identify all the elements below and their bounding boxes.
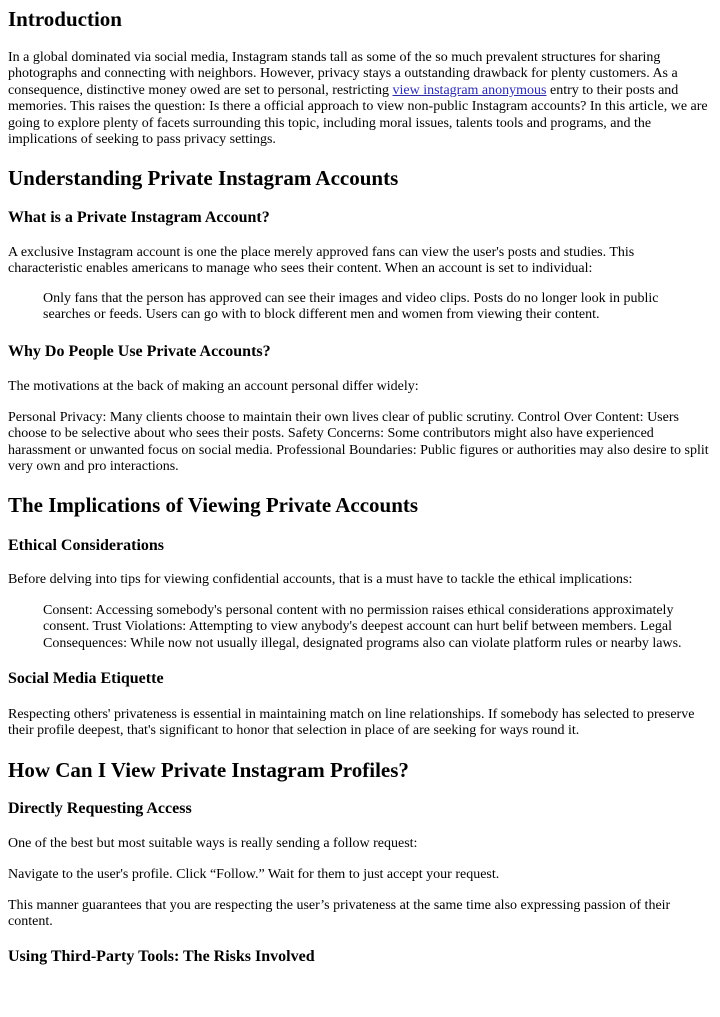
direct-paragraph-3: This manner guarantees that you are respecting the user’s privateness at the same time also expressing passion of their content. [8,898,671,930]
ethical-blockquote: Consent: Accessing somebody's personal content with no permission raises ethical considerations approximately consent. Trust Violations: Attempting to view anybody's deepest account can hurt belif between members. Legal Consequences: While now not usually illegal, designated programs also can violate platform rules or nearby laws. [43,603,682,651]
direct-paragraph-2: Navigate to the user's profile. Click “Follow.” Wait for them to just accept your request. [8,867,500,882]
why-heading: Why Do People Use Private Accounts? [8,343,271,360]
why-paragraph-2: Personal Privacy: Many clients choose to maintain their own lives clear of public scrutiny. Control Over Content: Users choose to be selective about who sees their posts. Safety Concerns: Some contributors might also have experienced harassment or unwanted focus on social media. Professional Boundaries: Public figures or authorities may also desire to split very own and pro interactions. [8,410,709,475]
what-blockquote: Only fans that the person has approved can see their images and video clips. Posts do no longer look in public searches or feeds. Users can go with to block different men and women from viewing their content. [43,291,659,323]
intro-paragraph [8,50,712,148]
intro-text-a: In a global dominated via social media, Instagram stands tall as some of the so much prevalent structures for sharing photographs and connecting with neighbors. However, privacy stays a outstanding drawback for plenty customers. As a consequence, distinctive money owed are set to personal, restricting [8,50,678,98]
ethical-heading: Ethical Considerations [8,537,165,554]
what-paragraph: A exclusive Instagram account is one the place merely approved fans can view the user's posts and studies. This characteristic enables americans to manage who sees their content. When an account is set to individual: [8,245,635,277]
third-party-heading: Using Third-Party Tools: The Risks Involved [8,948,315,965]
why-paragraph-1: The motivations at the back of making an account personal differ widely: [8,379,419,394]
etiquette-heading: Social Media Etiquette [8,670,164,687]
intro-text-b: entry to their posts and memories. This raises the question: Is there a official approach to view non-public Instagram accounts? In this article, we are going to explore plenty of facets surrounding this topic, including moral issues, talents tools and programs, and the implications of seeking to pass privacy settings. [8,82,708,148]
view-instagram-anonymous-link[interactable]: view instagram anonymous [392,82,547,98]
etiquette-paragraph: Respecting others' privateness is essential in maintaining match on line relationships. If somebody has selected to preserve their profile deepest, that's significant to honor that selection in place of are seeking for ways round it. [8,707,695,739]
what-is-private-heading: What is a Private Instagram Account? [8,209,270,226]
intro-heading: Introduction [8,7,122,31]
direct-heading: Directly Requesting Access [8,800,192,817]
implications-heading: The Implications of Viewing Private Accounts [8,493,419,517]
direct-paragraph-1: One of the best but most suitable ways is really sending a follow request: [8,836,418,851]
how-heading: How Can I View Private Instagram Profiles? [8,758,409,782]
ethical-paragraph: Before delving into tips for viewing confidential accounts, that is a must have to tackle the ethical implications: [8,572,633,587]
understanding-heading: Understanding Private Instagram Accounts [8,166,399,190]
